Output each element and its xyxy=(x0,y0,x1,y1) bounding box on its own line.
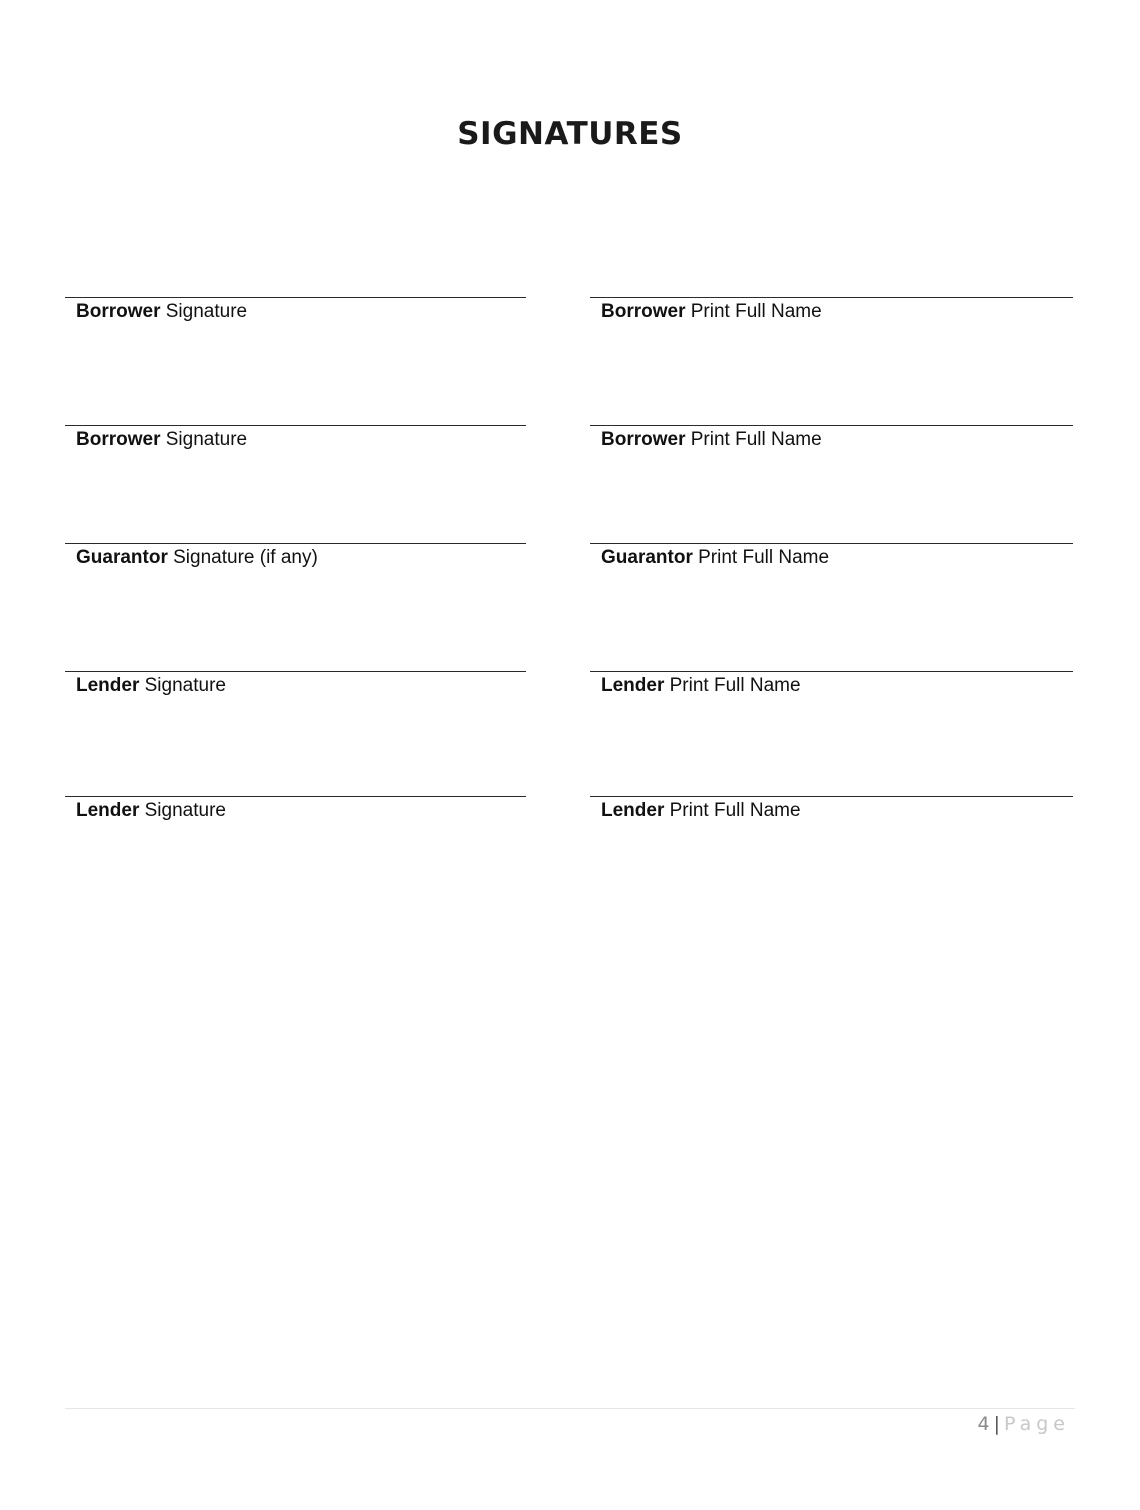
print-name-label: Lender Print Full Name xyxy=(601,800,801,821)
signature-line-lender-1[interactable] xyxy=(65,671,526,698)
signature-label: Guarantor Signature (if any) xyxy=(76,547,318,568)
page-title: SIGNATURES xyxy=(457,116,683,152)
print-name-label: Borrower Print Full Name xyxy=(601,429,822,450)
page-word: Page xyxy=(1004,1413,1070,1435)
print-name-line-lender-1[interactable] xyxy=(590,671,1073,698)
signature-label: Lender Signature xyxy=(76,675,226,696)
signature-label: Borrower Signature xyxy=(76,429,248,450)
print-name-line-lender-2[interactable] xyxy=(590,796,1073,823)
print-name-label: Guarantor Print Full Name xyxy=(601,547,830,568)
page-footer xyxy=(978,1413,1071,1435)
print-name-line-guarantor[interactable] xyxy=(590,543,1073,570)
signature-line-lender-2[interactable] xyxy=(65,796,526,823)
print-name-line-borrower-2[interactable] xyxy=(590,425,1073,452)
page-number: 4 xyxy=(977,1413,990,1435)
print-name-label: Borrower Print Full Name xyxy=(601,301,822,322)
signature-label: Lender Signature xyxy=(76,800,226,821)
footer-separator: | xyxy=(993,1413,1000,1435)
signature-line-guarantor[interactable] xyxy=(65,543,526,570)
print-name-label: Lender Print Full Name xyxy=(601,675,801,696)
signature-label: Borrower Signature xyxy=(76,301,248,322)
print-name-line-borrower-1[interactable] xyxy=(590,297,1073,324)
footer-divider xyxy=(65,1408,1075,1409)
signature-line-borrower-1[interactable] xyxy=(65,297,526,324)
signature-line-borrower-2[interactable] xyxy=(65,425,526,452)
